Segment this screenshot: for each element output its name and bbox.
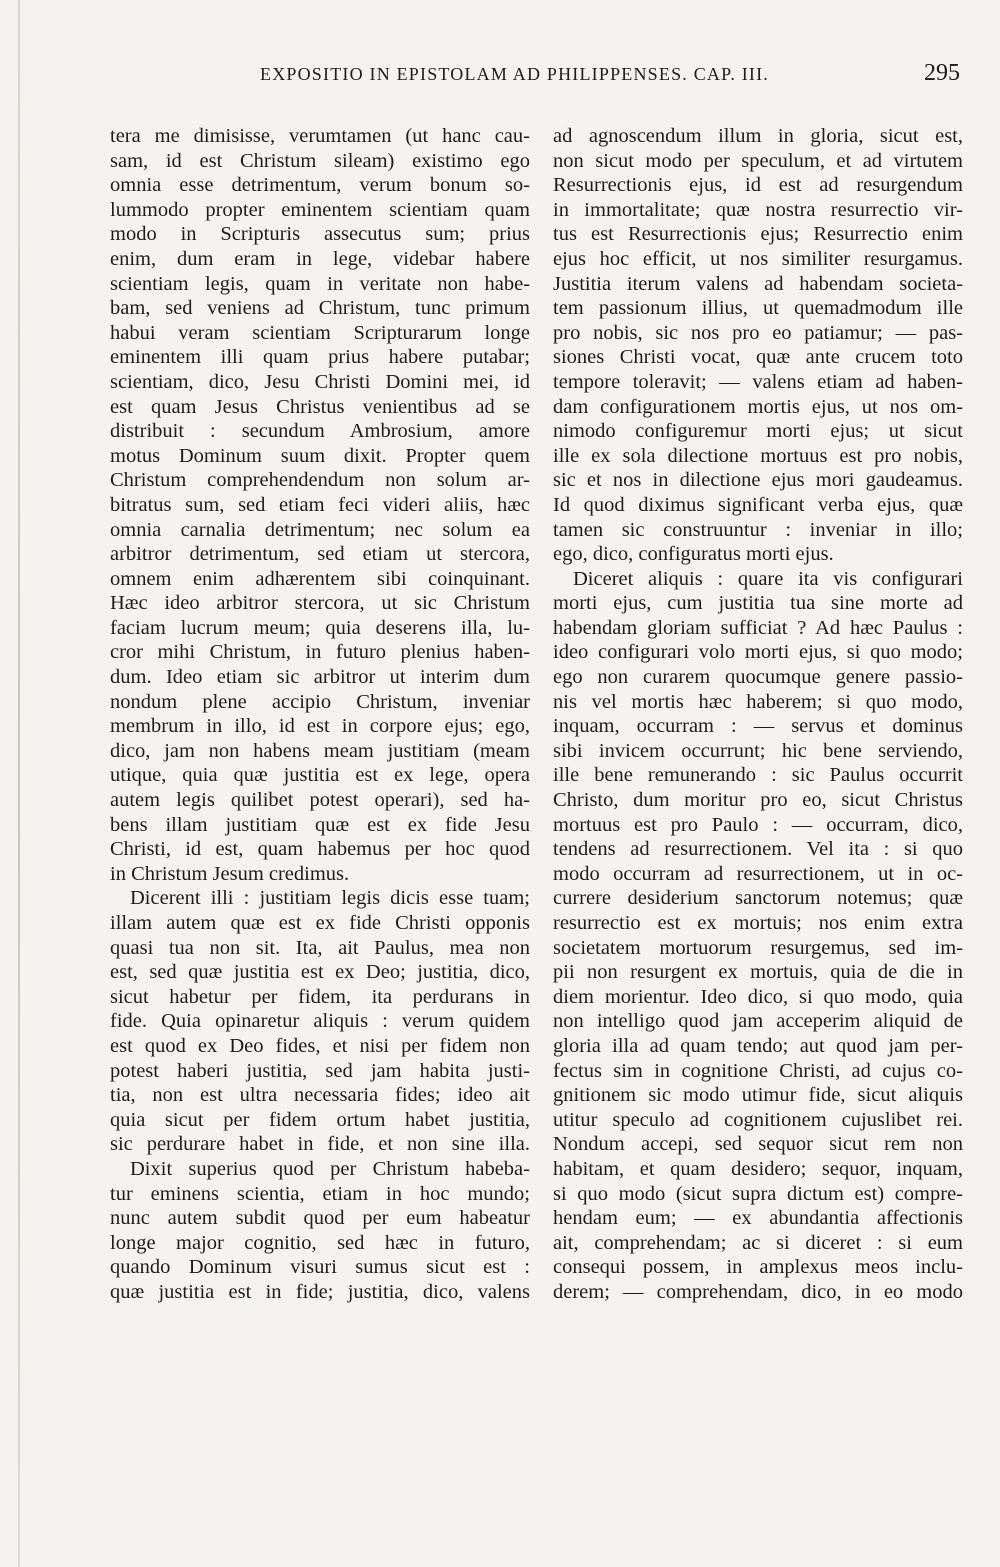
text-line: motus Dominum suum dixit. Propter quem: [110, 444, 530, 467]
text-line: scientiam legis, quam in veritate non habe-: [110, 272, 530, 295]
text-line: Dicerent illi : justitiam legis dicis esse tuam;: [130, 887, 530, 910]
text-line: ego non curarem quocumque genere passio-: [553, 666, 963, 689]
text-line: bam, sed veniens ad Christum, tunc primum: [110, 297, 530, 320]
text-line: utitur speculo ad cognitionem cujuslibet rei.: [553, 1108, 963, 1131]
text-line: non intelligo quod jam acceperim aliquid de: [553, 1010, 963, 1033]
text-line: morti ejus, cum justitia tua sine morte ad: [553, 592, 963, 615]
text-line: siones Christi vocat, quæ ante crucem toto: [553, 346, 963, 369]
text-line: utique, quia quæ justitia est ex lege, opera: [110, 764, 530, 787]
text-line: habui veram scientiam Scripturarum longe: [110, 321, 530, 344]
text-line: est, sed quæ justitia est ex Deo; justitia, dico,: [110, 961, 530, 984]
text-line: tem passionum illius, ut quemadmodum ille: [553, 297, 963, 320]
text-line: tempore toleravit; — valens etiam ad haben-: [553, 370, 963, 393]
text-line: ideo configurari volo morti ejus, si quo modo;: [553, 641, 963, 664]
text-line: autem legis quilibet potest operari), sed ha-: [110, 789, 530, 812]
text-line: bitratus sum, sed etiam feci videri aliis, hæc: [110, 493, 530, 516]
text-line: Justitia iterum valens ad habendam societa-: [553, 272, 963, 295]
text-line: est quod ex Deo fides, et nisi per fidem non: [110, 1034, 530, 1057]
text-line: membrum in illo, id est in corpore ejus; ego,: [110, 715, 530, 738]
text-line: sic perdurare habet in fide, et non sine illa.: [110, 1133, 530, 1156]
text-line: illam autem quæ est ex fide Christi opponis: [110, 912, 530, 934]
text-line: eminentem illi quam prius habere putabar;: [110, 346, 530, 369]
text-line: modo in Scripturis assecutus sum; prius: [110, 223, 530, 246]
text-line: tia, non est ultra necessaria fides; ideo ait: [110, 1084, 530, 1107]
text-line: Diceret aliquis : quare ita vis configurari: [573, 567, 963, 590]
text-line: longe major cognitio, sed hæc in futuro,: [110, 1231, 530, 1254]
text-line: ait, comprehendam; ac si diceret : si eum: [553, 1231, 963, 1254]
text-line: nondum plene accipio Christum, inveniar: [110, 690, 530, 713]
text-line: resurrectio est ex mortuis; nos enim extra: [553, 912, 963, 934]
text-line: pro nobis, sic nos pro eo patiamur; — pas-: [553, 321, 963, 344]
text-line: Hæc ideo arbitror stercora, ut sic Christum: [110, 592, 530, 615]
text-line: sicut habetur per fidem, ita perdurans in: [110, 985, 530, 1008]
page-number: 295: [924, 60, 960, 86]
text-line: quia sicut per fidem ortum habet justitia,: [110, 1108, 530, 1131]
text-line: tus est Resurrectionis ejus; Resurrectio enim: [553, 223, 963, 246]
text-line: tendens ad resurrectionem. Vel ita : si quo: [553, 838, 963, 861]
text-line: gnitionem sic modo utimur fide, sicut aliquis: [553, 1084, 963, 1107]
text-line: ille bene remunerando : sic Paulus occurrit: [553, 764, 963, 787]
text-line: sibi invicem occurrunt; hic bene serviendo,: [553, 739, 963, 762]
text-line: inquam, occurram : — servus et dominus: [553, 715, 963, 738]
text-line: enim, dum eram in lege, videbar habere: [110, 247, 530, 270]
text-line: nimodo configuremur morti ejus; ut sicut: [553, 420, 963, 443]
text-line: ejus hoc efficit, ut nos similiter resurgamus.: [553, 247, 963, 270]
text-line: sam, id est Christum sileam) existimo ego: [110, 149, 530, 172]
text-line: Resurrectionis ejus, id est ad resurgendum: [553, 174, 963, 197]
text-line: ego, dico, configuratus morti ejus.: [553, 543, 834, 566]
text-line: in immortalitate; quæ nostra resurrectio vir-: [553, 198, 963, 221]
text-line: lummodo propter eminentem scientiam quam: [110, 198, 530, 221]
text-line: sic et nos in dilectione ejus mori gaudeamus.: [553, 469, 963, 492]
text-line: omnia carnalia detrimentum; nec solum ea: [110, 518, 530, 541]
text-line: dum. Ideo etiam sic arbitror ut interim dum: [110, 666, 530, 689]
text-line: est quam Jesus Christus venientibus ad se: [110, 395, 530, 418]
text-line: distribuit : secundum Ambrosium, amore: [110, 420, 530, 443]
text-line: Dixit superius quod per Christum habeba-: [130, 1157, 530, 1180]
running-title: EXPOSITIO IN EPISTOLAM AD PHILIPPENSES. CAP. III.: [260, 64, 770, 84]
text-line: fectus sim in cognitione Christi, ad cujus co-: [553, 1059, 963, 1082]
text-line: dico, jam non habens meam justitiam (meam: [110, 739, 530, 762]
text-line: habendam gloriam sufficiat ? Ad hæc Paulus :: [553, 616, 963, 639]
text-line: faciam lucrum meum; quia deserens illa, lu-: [110, 616, 530, 639]
text-line: quæ justitia est in fide; justitia, dico, valens: [110, 1280, 530, 1303]
text-line: nunc autem subdit quod per eum habeatur: [110, 1207, 530, 1230]
text-line: diem morientur. Ideo dico, si quo modo, quia: [553, 985, 963, 1008]
text-line: ille ex sola dilectione mortuus est pro nobis,: [553, 444, 963, 467]
text-line: derem; — comprehendam, dico, in eo modo: [553, 1280, 963, 1303]
text-line: in Christum Jesum credimus.: [110, 862, 350, 885]
text-line: Christum comprehendendum non solum ar-: [110, 469, 530, 492]
text-line: bens illam justitiam quæ est ex fide Jesu: [110, 813, 530, 836]
text-line: scientiam, dico, Jesu Christi Domini mei, id: [110, 370, 530, 393]
text-line: dam configurationem mortis ejus, ut nos om-: [553, 395, 963, 418]
text-line: Christi, id est, quam habemus per hoc quod: [110, 838, 530, 861]
text-line: potest haberi justitia, sed jam habita justi-: [110, 1059, 530, 1082]
text-line: si quo modo (sicut supra dictum est) compre-: [553, 1182, 963, 1205]
text-line: tera me dimisisse, verumtamen (ut hanc cau-: [110, 125, 530, 147]
text-line: non sicut modo per speculum, et ad virtutem: [553, 149, 963, 172]
text-line: habitam, et quam desidero; sequor, inquam,: [553, 1157, 963, 1180]
text-line: modo occurram ad resurrectionem, ut in oc-: [553, 862, 963, 885]
page-header: [110, 60, 960, 100]
text-line: omnem enim adhærentem sibi coinquinant.: [110, 567, 530, 590]
text-line: tur eminens scientia, etiam in hoc mundo;: [110, 1182, 530, 1205]
text-line: Christo, dum moritur pro eo, sicut Christus: [553, 789, 963, 812]
text-line: consequi possem, in amplexus meos inclu-: [553, 1256, 963, 1279]
text-line: tamen sic construuntur : inveniar in illo;: [553, 518, 963, 541]
binding-edge: [18, 0, 20, 1567]
text-line: currere desiderium sanctorum notemus; quæ: [553, 887, 963, 910]
text-line: fide. Quia opinaretur aliquis : verum quidem: [110, 1010, 530, 1033]
text-line: Id quod diximus significant verba ejus, quæ: [553, 493, 963, 516]
text-line: Nondum accepi, sed sequor sicut rem non: [553, 1133, 963, 1156]
text-line: mortuus est pro Paulo : — occurram, dico,: [553, 813, 963, 836]
text-line: omnia esse detrimentum, verum bonum so-: [110, 174, 530, 197]
text-line: arbitror detrimentum, sed etiam ut stercora,: [110, 543, 530, 566]
text-line: quasi tua non sit. Ita, ait Paulus, mea non: [110, 936, 530, 959]
text-line: quando Dominum visuri sumus sicut est :: [110, 1256, 530, 1279]
text-line: pii non resurgent ex mortuis, quia de die in: [553, 961, 963, 984]
left-column: [110, 124, 530, 1305]
text-line: nis vel mortis hæc haberem; si quo modo,: [553, 690, 963, 713]
text-line: hendam eum; — ex abundantia affectionis: [553, 1207, 963, 1230]
right-column: [553, 124, 963, 1305]
text-line: ad agnoscendum illum in gloria, sicut est,: [553, 125, 963, 147]
text-line: gloria illa ad quam tendo; aut quod jam per-: [553, 1034, 963, 1057]
text-line: cror mihi Christum, in futuro plenius haben-: [110, 641, 530, 664]
text-line: societatem mortuorum resurgemus, sed im-: [553, 936, 963, 959]
